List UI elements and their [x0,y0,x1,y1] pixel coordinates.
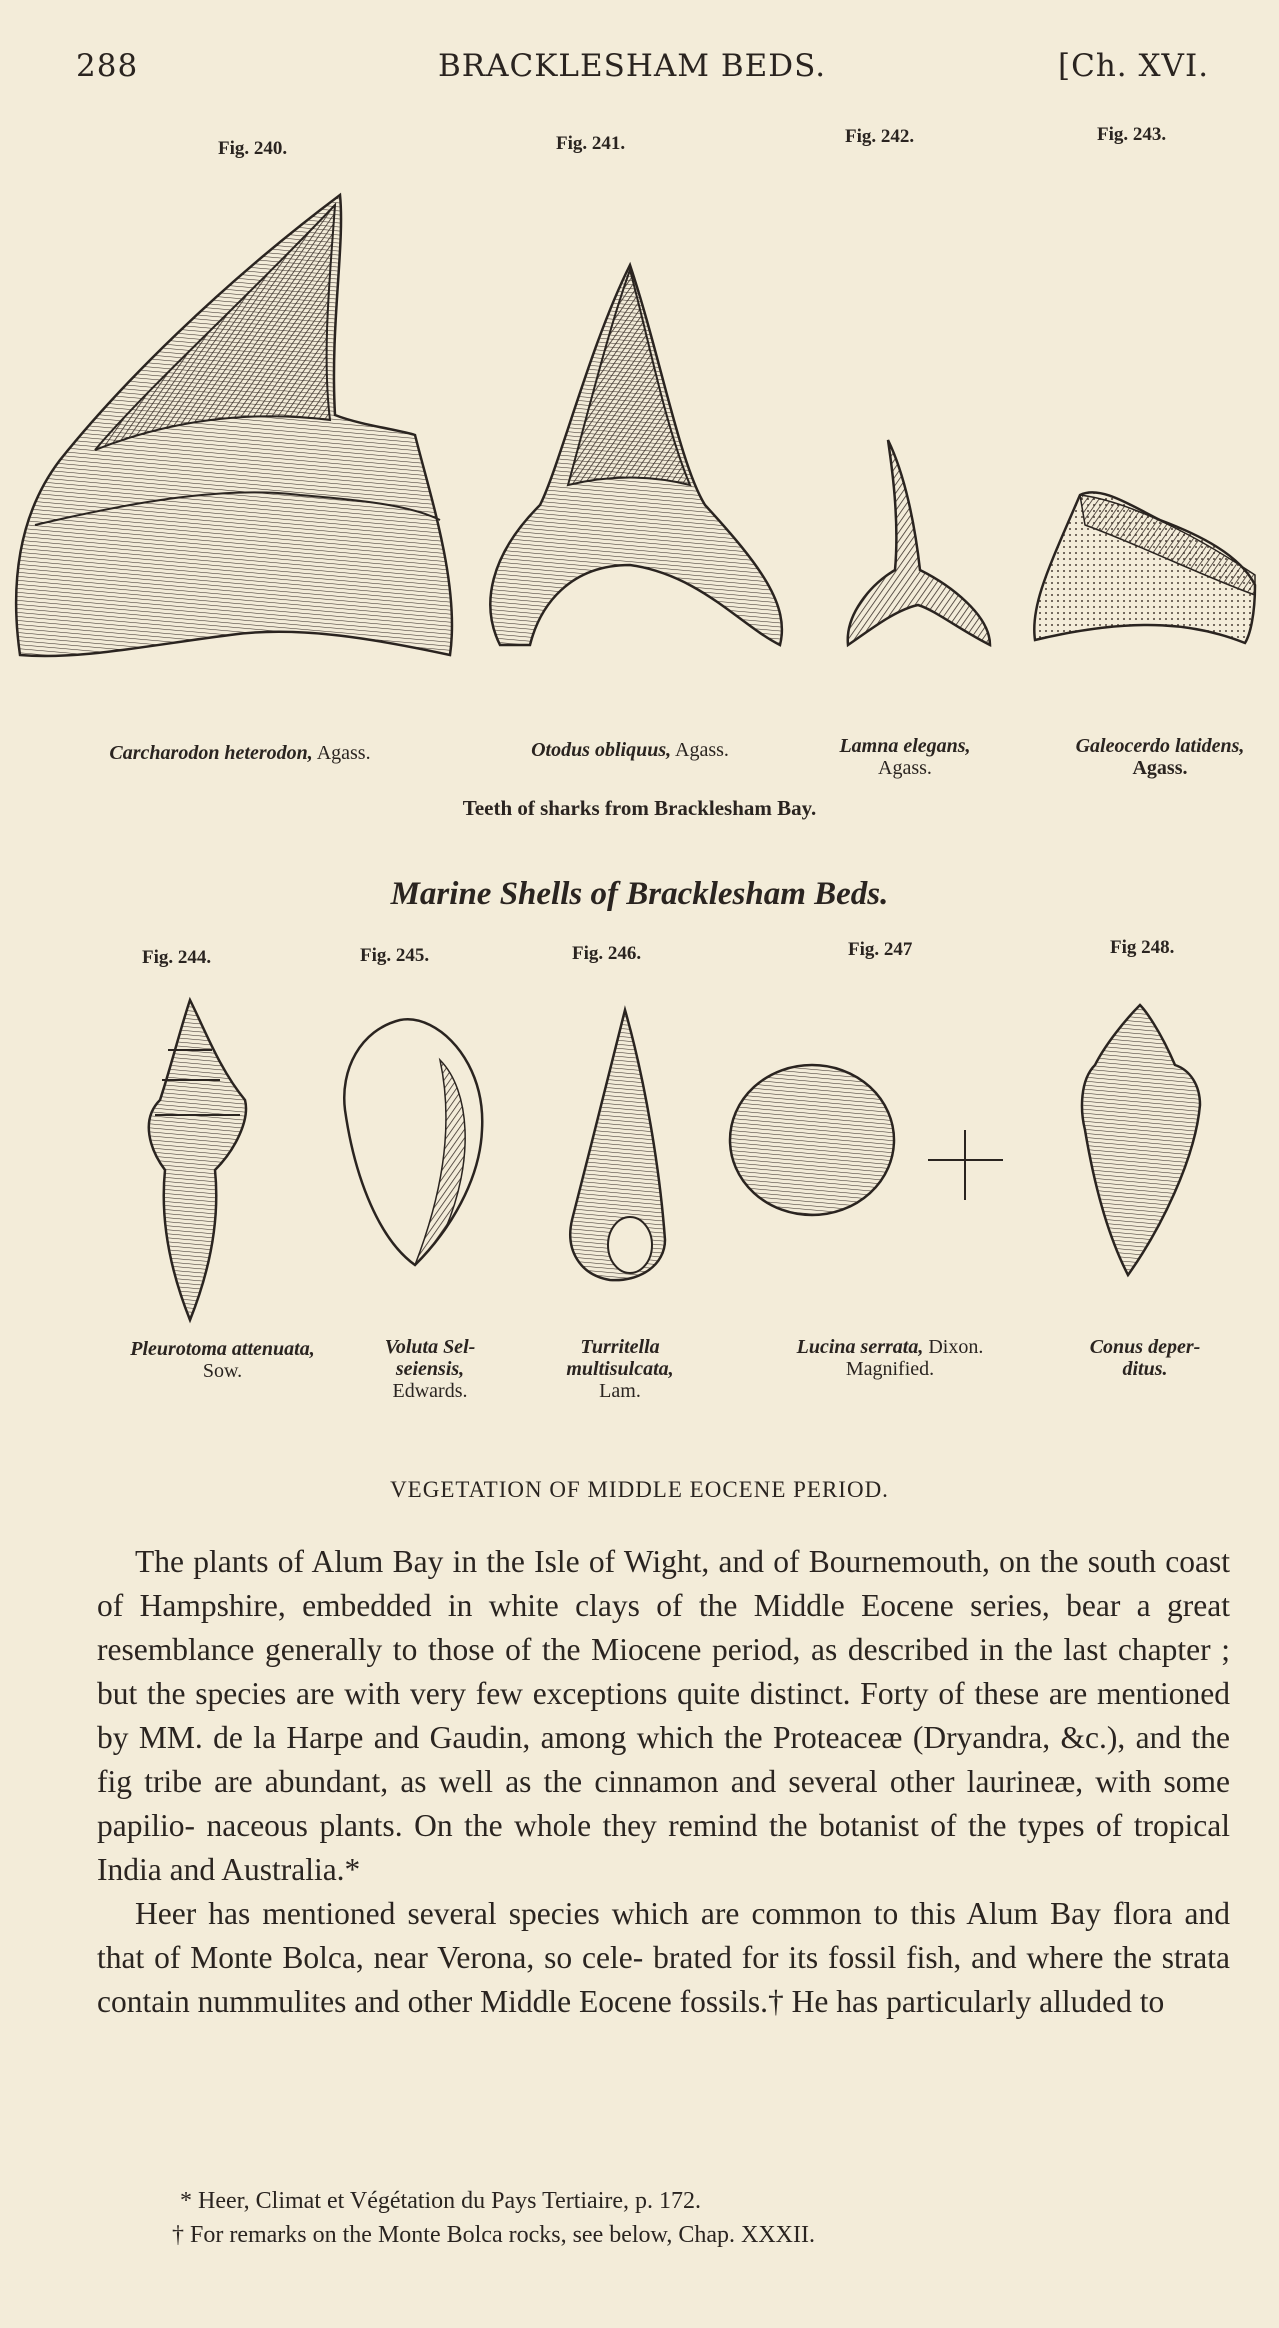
fig-244-label: Fig. 244. [142,947,212,968]
species-author: Agass. [878,757,932,779]
species-name: Otodus obliquus, [531,739,672,761]
species-name: Turritella [580,1336,660,1358]
species-author: Agass. [316,742,371,764]
footnotes [172,2184,1230,2252]
caption-turritella [535,1336,705,1402]
footnote: † For remarks on the Monte Bolca rocks, see below, Chap. XXXII. [172,2222,815,2248]
species-author: Sow. [202,1360,243,1382]
caption-otodus [480,739,780,761]
species-author: Lam. [599,1380,641,1402]
fig-240-label: Fig. 240. [218,138,288,159]
fig-248-label: Fig 248. [1110,937,1175,958]
species-name: Galeocerdo latidens, [1075,735,1245,757]
species-name: Carcharodon heterodon, [109,742,313,764]
caption-lamna [800,735,1010,779]
species-name: Conus deper- [1089,1336,1201,1358]
marine-shells-illustrations [0,990,1279,1330]
chapter-label: [Ch. XVI. [1058,48,1210,84]
conus-shell-drawing [1082,1005,1200,1275]
species-author: Dixon. [928,1336,984,1358]
paragraph: The plants of Alum Bay in the Isle of Wight, and of Bournemouth, on the south coast of Hampshire, embedded in white clays of the Middle Eocene series, bear a great resemblance generally to those of the Miocene period, as described in the last chapter ; but the species are with very few exceptions quite distinct. Forty of these are mentioned by MM. de la Harpe and Gaudin, among which the Proteaceæ (Dryandra, &c.), and the fig tribe are abundant, as well as the cinnamon and several other laurineæ, with some papilio- naceous plants. On the whole they remind the botanist of the types of tropical India and Australia.* [97,1544,1230,1887]
page-number: 288 [76,48,139,84]
fig-245-label: Fig. 245. [360,945,430,966]
species-name: Voluta Sel- [384,1336,476,1358]
species-name: Lucina serrata, [796,1336,924,1358]
body-text [97,1540,1230,2024]
fig-242-label: Fig. 242. [845,126,915,147]
fig-241-label: Fig. 241. [556,133,626,154]
species-name-cont: multisulcata, [566,1358,674,1380]
fig-243-label: Fig. 243. [1097,124,1167,145]
lucina-shell-drawing [730,1065,1003,1215]
species-author: Edwards. [392,1380,468,1402]
pleurotoma-shell-drawing [149,1000,246,1320]
fig-246-label: Fig. 246. [572,943,642,964]
paragraph: Heer has mentioned several species which are common to this Alum Bay flora and that of Monte Bolca, near Verona, so cele- brated for its fossil fish, and where the strata contain nummulites and other Middle Eocene fossils.† He has particularly alluded to [97,1896,1230,2019]
caption-galeocerdo [1040,735,1279,779]
species-author: Agass. [1132,757,1188,779]
caption-conus [1060,1336,1230,1380]
caption-pleurotoma [90,1338,355,1382]
magnification-note: Magnified. [845,1358,935,1380]
lamna-tooth-drawing [848,440,990,645]
galeocerdo-tooth-drawing [1034,492,1255,643]
shark-teeth-illustrations [0,185,1279,685]
otodus-tooth-drawing [490,265,782,645]
section-heading: VEGETATION OF MIDDLE EOCENE PERIOD. [390,1477,889,1502]
caption-carcharodon [40,742,440,764]
footnote: * Heer, Climat et Végétation du Pays Tertiaire, p. 172. [180,2188,702,2214]
voluta-shell-drawing [344,1019,482,1265]
species-name: Pleurotoma attenuata, [130,1338,315,1360]
species-name-cont: seiensis, [395,1358,465,1380]
species-author: Agass. [675,739,729,761]
shark-teeth-caption: Teeth of sharks from Bracklesham Bay. [462,796,817,820]
shells-section-title: Marine Shells of Bracklesham Beds. [390,876,889,912]
fig-247-label: Fig. 247 [848,939,913,960]
carcharodon-tooth-drawing [16,195,452,656]
running-header [0,48,1279,88]
page-title: BRACKLESHAM BEDS. [438,48,827,84]
species-name-cont: ditus. [1122,1358,1168,1380]
caption-voluta [355,1336,505,1402]
species-name: Lamna elegans, [839,735,971,757]
caption-lucina [740,1336,1040,1380]
turritella-shell-drawing [570,1010,665,1280]
